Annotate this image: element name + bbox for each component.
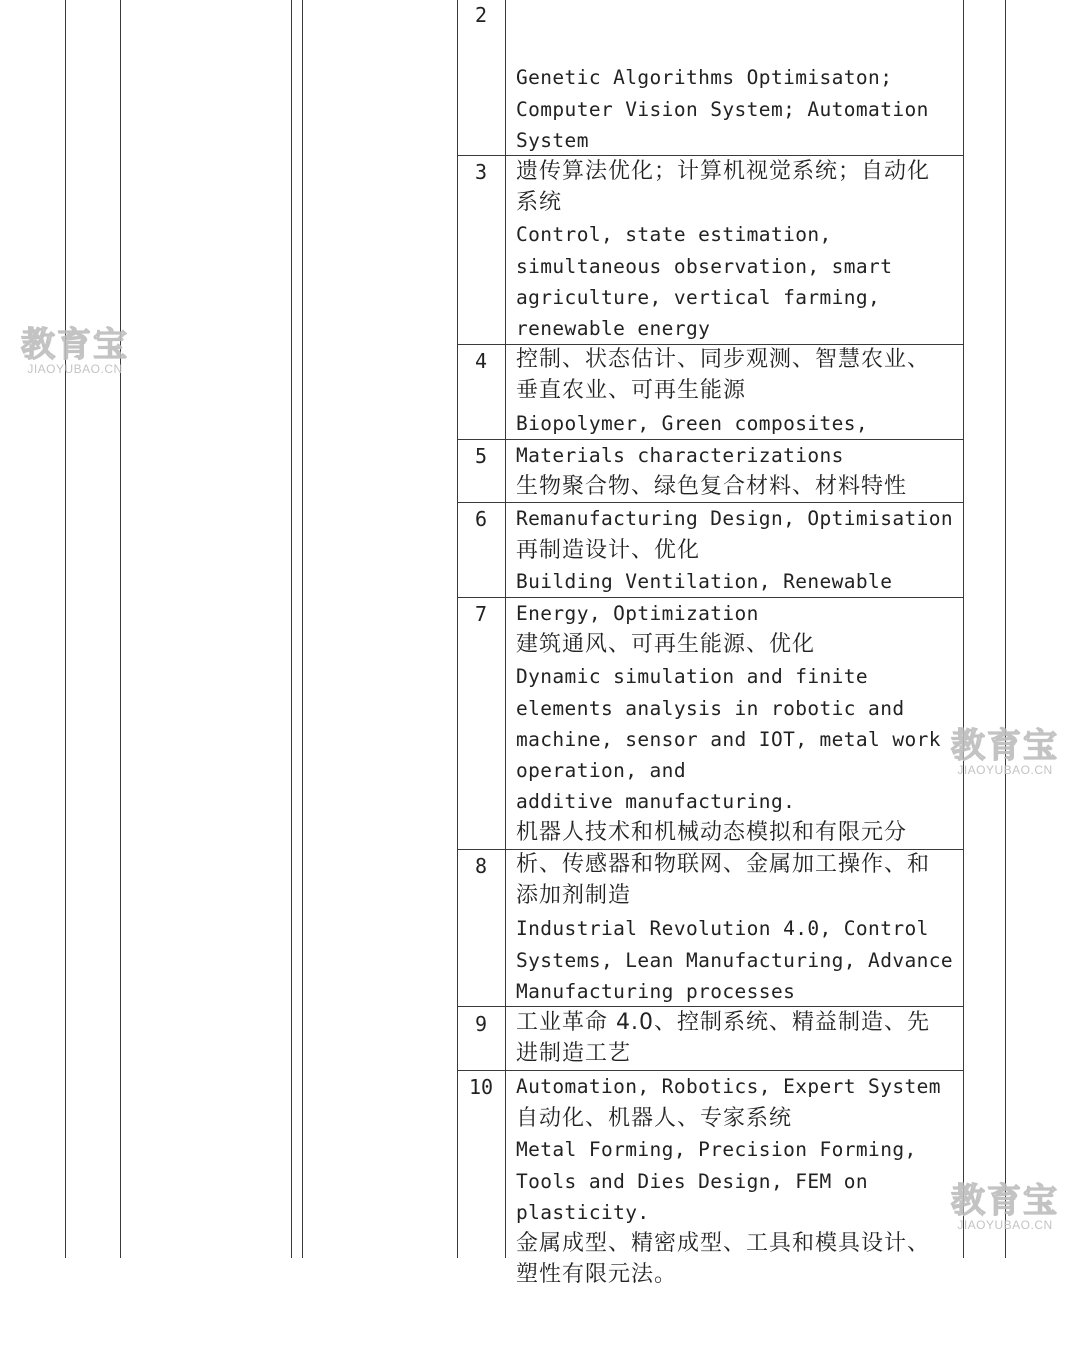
table-vertical-rule bbox=[1005, 0, 1006, 1258]
row-number: 10 bbox=[468, 1075, 494, 1099]
watermark-logo bbox=[944, 1183, 1066, 1231]
row-number: 9 bbox=[474, 1012, 488, 1036]
row-english-text: Genetic Algorithms Optimisaton; Computer Vision System; Automation System bbox=[516, 66, 929, 152]
watermark-sub-text: JIAOYUBAO.CN bbox=[957, 1218, 1053, 1232]
row-number: 2 bbox=[474, 3, 488, 27]
table-vertical-rule bbox=[65, 0, 66, 1258]
row-english-text: Dynamic simulation and finite elements analysis in robotic and machine, sensor and IOT, metal work operation, and additive manufacturing. bbox=[516, 665, 941, 814]
row-chinese-text: 工业革命 4.0、控制系统、精益制造、先 进制造工艺 bbox=[516, 1010, 930, 1067]
row-chinese-text: 再制造设计、优化 bbox=[516, 537, 701, 563]
row-chinese-text: 生物聚合物、绿色复合材料、材料特性 bbox=[516, 473, 908, 499]
watermark-sub-text: JIAOYUBAO.CN bbox=[957, 763, 1053, 777]
row-english-text: Industrial Revolution 4.0, Control Systems, Lean Manufacturing, Advance Manufacturing processes bbox=[516, 917, 954, 1003]
row-english-text: Remanufacturing Design, Optimisation bbox=[516, 507, 954, 531]
row-number: 3 bbox=[474, 160, 488, 184]
watermark-main-text: 教育宝 bbox=[21, 325, 129, 365]
row-number: 8 bbox=[474, 854, 488, 878]
row-chinese-text: 金属成型、精密成型、工具和模具设计、 塑性有限元法。 bbox=[516, 1231, 931, 1288]
row-text bbox=[516, 1072, 958, 1353]
watermark-main-text: 教育宝 bbox=[951, 1181, 1059, 1221]
row-chinese-text: 建筑通风、可再生能源、优化 bbox=[516, 631, 816, 657]
row-number: 6 bbox=[474, 507, 488, 531]
row-chinese-text: 遗传算法优化；计算机视觉系统；自动化 系统 bbox=[516, 159, 931, 216]
watermark-main-text: 教育宝 bbox=[951, 726, 1059, 766]
row-chinese-text: 自动化、机器人、专家系统 bbox=[516, 1105, 793, 1131]
row-english-text: Metal Forming, Precision Forming, Tools and Dies Design, FEM on plasticity. bbox=[516, 1138, 917, 1224]
table-vertical-rule bbox=[302, 0, 303, 1258]
table-vertical-rule bbox=[120, 0, 121, 1258]
row-english-text: Biopolymer, Green composites, Materials characterizations bbox=[516, 412, 869, 467]
row-number: 7 bbox=[474, 602, 488, 626]
row-english-text: Building Ventilation, Renewable Energy, Optimization bbox=[516, 570, 893, 625]
row-chinese-text: 控制、状态估计、同步观测、智慧农业、 垂直农业、可再生能源 bbox=[516, 347, 931, 404]
row-chinese-text: 机器人技术和机械动态模拟和有限元分 析、传感器和物联网、金属加工操作、和 添加剂制造 bbox=[516, 820, 931, 908]
table-vertical-rule bbox=[291, 0, 292, 1258]
row-number: 5 bbox=[474, 444, 488, 468]
row-english-text: Automation, Robotics, Expert System bbox=[516, 1075, 941, 1099]
row-number: 4 bbox=[474, 349, 488, 373]
watermark-sub-text: JIAOYUBAO.CN bbox=[27, 362, 123, 376]
watermark-logo bbox=[14, 327, 136, 375]
watermark-logo bbox=[944, 728, 1066, 776]
row-english-text: Control, state estimation, simultaneous observation, smart agriculture, vertical farming, renewable energy bbox=[516, 223, 893, 341]
